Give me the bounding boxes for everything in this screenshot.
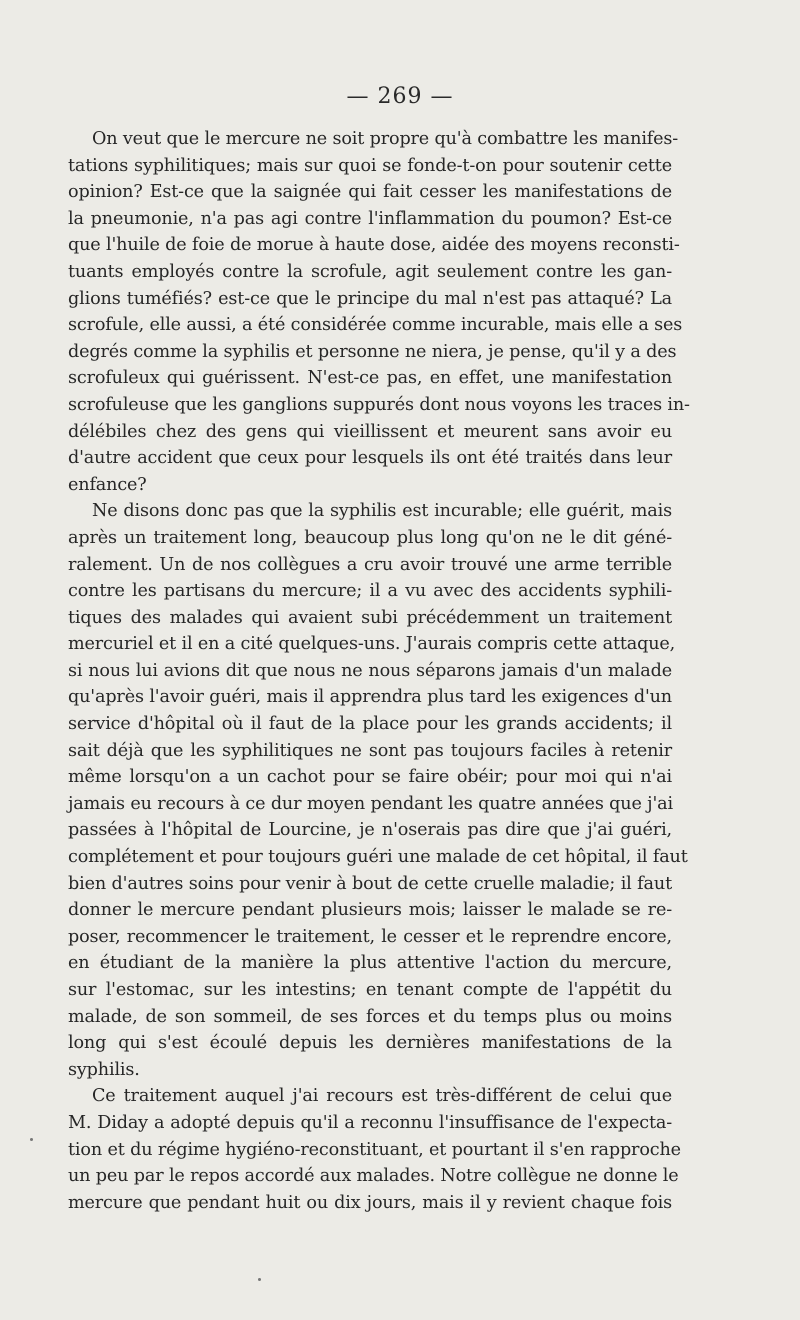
text-line: glions tuméfiés? est-ce que le principe du mal n'est pas attaqué? La bbox=[68, 288, 672, 309]
text-line: tations syphilitiques; mais sur quoi se fonde-t-on pour soutenir cette bbox=[68, 155, 672, 176]
text-line: que l'huile de foie de morue à haute dose, aidée des moyens reconsti- bbox=[68, 235, 680, 256]
text-line: tuants employés contre la scrofule, agit seulement contre les gan- bbox=[68, 261, 672, 282]
text-line: scrofule, elle aussi, a été considérée comme incurable, mais elle a ses bbox=[68, 315, 683, 336]
text-line: poser, recommencer le traitement, le cesser et le reprendre encore, bbox=[68, 926, 672, 947]
text-line: passées à l'hôpital de Lourcine, je n'oserais pas dire que j'ai guéri, bbox=[68, 820, 672, 841]
text-line: service d'hôpital où il faut de la place pour les grands accidents; il bbox=[68, 714, 672, 735]
text-line: après un traitement long, beaucoup plus long qu'on ne le dit géné- bbox=[68, 527, 672, 548]
text-line: enfance? bbox=[68, 474, 147, 495]
text-line: long qui s'est écoulé depuis les dernières manifestations de la bbox=[68, 1033, 672, 1054]
text-line: jamais eu recours à ce dur moyen pendant les quatre années que j'ai bbox=[68, 793, 673, 814]
text-line: un peu par le repos accordé aux malades. Notre collègue ne donne le bbox=[68, 1166, 679, 1187]
text-line: d'autre accident que ceux pour lesquels ils ont été traités dans leur bbox=[68, 448, 672, 469]
text-line: On veut que le mercure ne soit propre qu'à combattre les manifes- bbox=[92, 129, 679, 149]
text-line: même lorsqu'on a un cachot pour se faire obéir; pour moi qui n'ai bbox=[68, 767, 672, 788]
text-line: syphilis. bbox=[68, 1059, 140, 1080]
text-line: en étudiant de la manière la plus attentive l'action du mercure, bbox=[68, 953, 672, 974]
text-line: Ce traitement auquel j'ai recours est très-différent de celui que bbox=[92, 1086, 672, 1107]
text-line: sur l'estomac, sur les intestins; en tenant compte de l'appétit du bbox=[68, 980, 672, 1000]
text-line: M. Diday a adopté depuis qu'il a reconnu l'insuffisance de l'expecta- bbox=[68, 1112, 672, 1133]
text-line: la pneumonie, n'a pas agi contre l'inflammation du poumon? Est-ce bbox=[68, 208, 672, 229]
text-line: délébiles chez des gens qui vieillissent et meurent sans avoir eu bbox=[68, 421, 672, 442]
text-line: mercure que pendant huit ou dix jours, mais il y revient chaque fois bbox=[68, 1192, 672, 1213]
text-line: donner le mercure pendant plusieurs mois; laisser le malade se re- bbox=[68, 900, 672, 921]
text-line: bien d'autres soins pour venir à bout de cette cruelle maladie; il faut bbox=[68, 873, 672, 894]
text-line: contre les partisans du mercure; il a vu avec des accidents syphili- bbox=[68, 581, 672, 602]
text-line: sait déjà que les syphilitiques ne sont pas toujours faciles à retenir bbox=[68, 740, 672, 761]
text-line: scrofuleux qui guérissent. N'est-ce pas, en effet, une manifestation bbox=[68, 368, 672, 389]
text-line: tiques des malades qui avaient subi précédemment un traitement bbox=[68, 607, 672, 628]
text-line: qu'après l'avoir guéri, mais il apprendra plus tard les exigences d'un bbox=[68, 687, 672, 708]
page-number: — 269 — bbox=[346, 84, 454, 109]
text-line: complétement et pour toujours guéri une malade de cet hôpital, il faut bbox=[68, 847, 688, 868]
text-line: ralement. Un de nos collègues a cru avoir trouvé une arme terrible bbox=[68, 554, 672, 575]
text-line: tion et du régime hygiéno-reconstituant, et pourtant il s'en rapproche bbox=[68, 1139, 681, 1160]
text-line: mercuriel et il en a cité quelques-uns. J'aurais compris cette attaque, bbox=[68, 634, 676, 655]
text-line: Ne disons donc pas que la syphilis est incurable; elle guérit, mais bbox=[92, 501, 672, 522]
text-line: si nous lui avions dit que nous ne nous séparons jamais d'un malade bbox=[68, 660, 672, 681]
text-line: malade, de son sommeil, de ses forces et du temps plus ou moins bbox=[68, 1006, 672, 1027]
ink-speck bbox=[258, 1278, 261, 1281]
body-text bbox=[68, 126, 690, 1216]
text-line: scrofuleuse que les ganglions suppurés dont nous voyons les traces in- bbox=[68, 394, 690, 415]
ink-speck bbox=[30, 1138, 33, 1141]
text-line: opinion? Est-ce que la saignée qui fait cesser les manifestations de bbox=[68, 182, 672, 203]
text-line: degrés comme la syphilis et personne ne niera, je pense, qu'il y a des bbox=[68, 341, 677, 362]
